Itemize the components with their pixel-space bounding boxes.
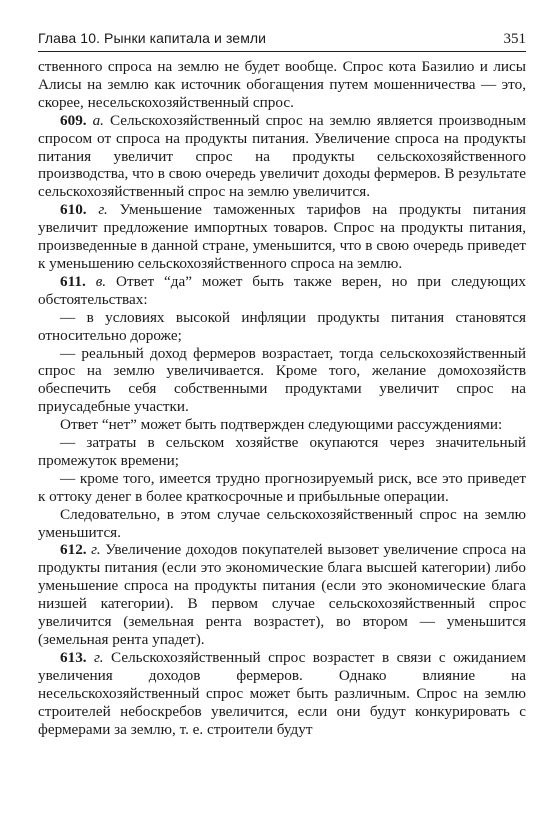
paragraph-text: Ответ “нет” может быть подтвержден следующими рассуждениями:: [60, 416, 503, 434]
paragraph: [38, 506, 526, 542]
question-number: 613.: [60, 648, 87, 666]
paragraph-text: Сельскохозяйственный спрос на землю является производным спросом от спроса на продукты питания. Увеличение спроса на продукты питания увеличит спрос на продукты сельскохозяйственного производства, что в свою очередь увеличит доходы фермеров. В результате сельскохозяйственный спрос на землю увеличится.: [38, 111, 527, 201]
paragraph-text: Уменьшение таможенных тарифов на продукты питания увеличит предложение импортных товаров. Спрос на продукты питания, произведенные в данной стране, уменьшится, что в свою очередь приведет к уменьшению сельскохозяйственного спроса на землю.: [38, 201, 526, 272]
paragraph-text: ственного спроса на землю не будет вообще. Спрос кота Базилио и лисы Алисы на землю как источник обогащения путем мошенничества — это, скорее, несельскохозяйственный спрос.: [38, 58, 526, 111]
paragraph: [38, 470, 526, 506]
answer-letter: г.: [94, 648, 104, 666]
paragraph: [38, 434, 526, 470]
paragraph-text: Ответ “да” может быть также верен, но при следующих обстоятельствах:: [38, 272, 527, 308]
answer-letter: а.: [92, 111, 104, 129]
running-header: [38, 30, 526, 52]
paragraph: [38, 345, 526, 417]
question-number: 611.: [60, 272, 86, 290]
answer-letter: в.: [95, 272, 107, 290]
paragraph-text: — реальный доход фермеров возрастает, тогда сельскохозяйственный спрос на землю увеличивается. Кроме того, желание домохозяйств обеспечить себя собственными продуктами увеличит спрос на приусадебные участки.: [38, 344, 526, 416]
answer-paragraph: [38, 201, 526, 273]
paragraph-text: Сельскохозяйственный спрос возрастет в связи с ожиданием увеличения доходов фермеров. Однако влияние на несельскохозяйственный спрос может быть различным. Спрос на землю строителей небоскребов увеличится, если они будут конкурировать с фермерами за землю, т. е. строители будут: [38, 648, 527, 738]
paragraph-text: — затраты в сельском хозяйстве окупаются через значительный промежуток времени;: [38, 434, 526, 469]
chapter-title: Глава 10. Рынки капитала и земли: [38, 30, 267, 46]
paragraph-text: Следовательно, в этом случае сельскохозяйственный спрос на землю уменьшится.: [38, 505, 526, 541]
answer-paragraph: [38, 649, 526, 739]
paragraph-text: — кроме того, имеется трудно прогнозируемый риск, все это приведет к оттоку денег в более краткосрочные и прибыльные операции.: [38, 469, 526, 505]
answer-letter: г.: [91, 541, 101, 559]
paragraph-text: — в условиях высокой инфляции продукты питания становятся относительно дороже;: [38, 308, 526, 344]
question-number: 612.: [60, 541, 87, 559]
book-page: [38, 30, 526, 738]
answer-paragraph: [38, 273, 526, 309]
question-number: 610.: [60, 201, 87, 219]
paragraph: [38, 416, 526, 434]
question-number: 609.: [60, 111, 87, 129]
page-body: [38, 58, 526, 738]
answer-letter: г.: [98, 201, 108, 219]
paragraph: [38, 309, 526, 345]
paragraph-text: Увеличение доходов покупателей вызовет увеличение спроса на продукты питания (если это экономические блага высшей категории) либо уменьшение спроса на продукты питания (если это экономические блага низшей категории). В первом случае сельскохозяйственный спрос увеличится (земельная рента возрастет), во втором — уменьшится (земельная рента упадет).: [38, 541, 526, 648]
answer-paragraph: [38, 112, 526, 202]
answer-paragraph: [38, 541, 526, 648]
page-number: 351: [503, 31, 526, 47]
paragraph: [38, 58, 526, 112]
